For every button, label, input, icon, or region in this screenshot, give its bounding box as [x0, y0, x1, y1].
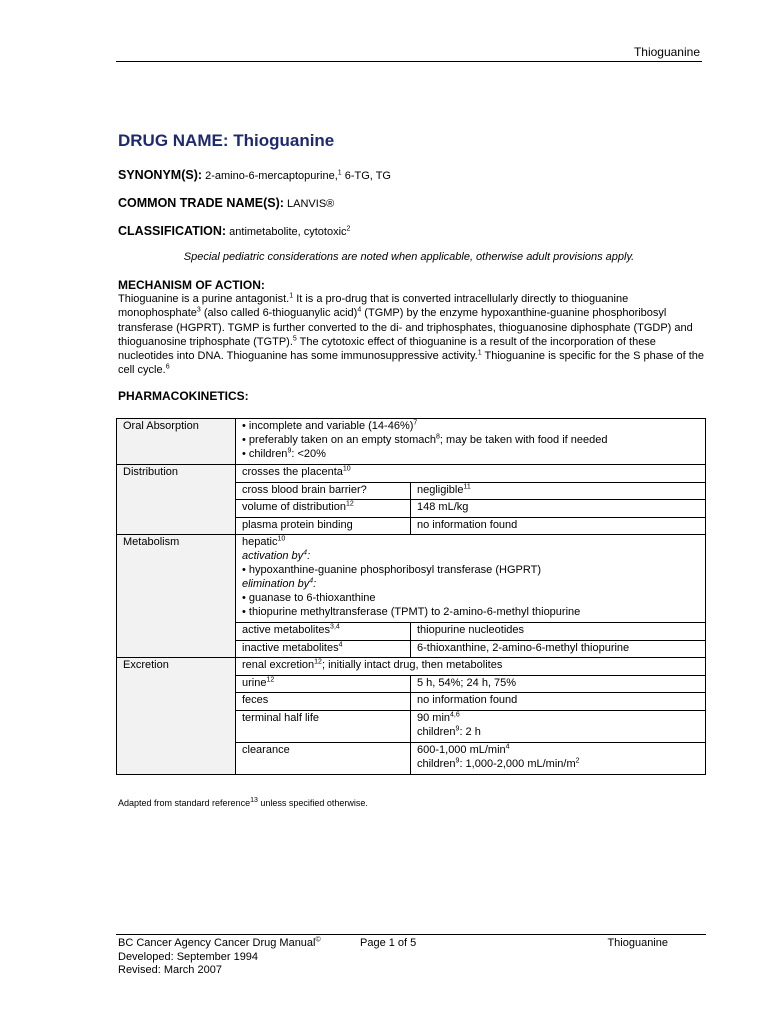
trade-name-field	[118, 196, 334, 210]
moa-paragraph	[118, 292, 708, 378]
list-item: • thiopurine methyltransferase (TPMT) to 2-amino-6-methyl thiopurine	[242, 606, 581, 618]
list-item	[242, 434, 699, 448]
list-text: :	[307, 550, 311, 562]
moa-text: It is a pro-drug that is converted intracellularly directly to thioguanine monophosphate	[118, 293, 629, 320]
list-text: • incomplete and variable (14-46%)	[242, 420, 414, 432]
list-item	[242, 550, 699, 564]
list-text: activation by	[242, 550, 304, 562]
row-label-distribution: Distribution	[117, 465, 236, 535]
cell-text: negligible	[417, 483, 464, 496]
footer-developed: Developed: September 1994	[118, 950, 259, 963]
pediatric-note: Special pediatric considerations are noted when applicable, otherwise adult provisions apply.	[183, 251, 635, 263]
cell-text: renal excretion	[242, 659, 315, 671]
footnote-ref: 12	[345, 500, 354, 508]
row-label-metabolism: Metabolism	[117, 535, 236, 658]
footnote-ref: 4	[505, 742, 510, 750]
footnote-ref: 4	[357, 306, 362, 314]
footer-drug-name: Thioguanine	[607, 937, 668, 949]
cell-text: ; initially intact drug, then metabolites	[321, 659, 503, 671]
cell-text: : 2 h	[459, 725, 481, 738]
synonyms-value-1: 2-amino-6-mercaptopurine,	[205, 170, 338, 182]
list-item: • hypoxanthine-guanine phosphoribosyl transferase (HGPRT)	[242, 564, 541, 576]
cell-label: clearance	[236, 742, 411, 774]
moa-text: Thioguanine is a purine antagonist.	[118, 293, 290, 305]
value-line	[417, 744, 699, 758]
row-label-excretion: Excretion	[117, 658, 236, 775]
list-text: : <20%	[291, 448, 326, 460]
cell-text: crosses the placenta	[242, 466, 343, 478]
footnote-ref: 9	[455, 724, 460, 732]
page-footer	[118, 937, 668, 978]
footnote-ref: 7	[413, 419, 418, 427]
table-row	[117, 419, 706, 465]
cell-value: no information found	[411, 693, 706, 711]
cell-text: 90 min	[417, 711, 451, 724]
list-item	[242, 578, 699, 592]
value-line	[417, 726, 699, 740]
footnote-ref: 1	[477, 349, 482, 357]
footnote-ref: 11	[463, 482, 471, 490]
trade-name-value: LANVIS®	[287, 198, 335, 210]
footnote-ref: 10	[342, 465, 351, 473]
cell-label	[236, 675, 411, 693]
footnote-ref: 3,4	[330, 623, 340, 631]
footer-page-number: Page 1 of 5	[360, 937, 417, 949]
footnote-ref: 12	[266, 675, 275, 683]
table-row	[117, 658, 706, 676]
cell-text: children	[417, 725, 456, 738]
moa-text: Thioguanine is specific for the S phase of the cell cycle.	[118, 350, 705, 377]
pharmacokinetics-heading: PHARMACOKINETICS:	[118, 389, 249, 403]
classification-label: CLASSIFICATION:	[118, 224, 227, 238]
cell-label	[236, 640, 411, 658]
footnote-ref: 8	[436, 433, 440, 441]
row-label-oral-absorption: Oral Absorption	[117, 419, 236, 465]
copyright-mark: ©	[315, 936, 321, 944]
cell-value: 5 h, 54%; 24 h, 75%	[411, 675, 706, 693]
footnote-ref: 4,6	[450, 710, 460, 718]
oral-absorption-cell	[236, 419, 706, 465]
synonyms-value-2: 6-TG, TG	[344, 170, 391, 182]
list-item	[242, 448, 699, 462]
cell-value	[411, 742, 706, 774]
cell-text: : 1,000-2,000 mL/min/m	[459, 757, 576, 770]
cell-value: no information found	[411, 517, 706, 535]
footnote-ref: 1	[337, 169, 342, 177]
cell-value: 148 mL/kg	[411, 500, 706, 518]
synonyms-label: SYNONYM(S):	[118, 168, 203, 182]
footnote-ref: 6	[165, 363, 170, 371]
list-text: elimination by	[242, 578, 310, 590]
footnote-ref: 12	[314, 658, 322, 666]
excretion-summary	[236, 658, 706, 676]
list-item	[242, 536, 699, 550]
cell-label: plasma protein binding	[236, 517, 411, 535]
metabolism-summary	[236, 535, 706, 623]
footnote-ref: 1	[289, 292, 294, 300]
cell-text: urine	[242, 676, 267, 689]
cell-label	[236, 500, 411, 518]
cell-value: 6-thioxanthine, 2-amino-6-methyl thiopurine	[411, 640, 706, 658]
trade-name-label: COMMON TRADE NAME(S):	[118, 196, 284, 210]
cell-text: active metabolites	[242, 624, 331, 636]
footnote-ref: 4	[309, 577, 314, 585]
footnote-ref: 4	[303, 549, 308, 557]
cell-text: inactive metabolites	[242, 641, 339, 654]
cell-text: children	[417, 757, 456, 770]
moa-text: The cytotoxic effect of thioguanine is a result of the incorporation of these nucleotides into DNA. Thioguanine has some immunosuppressive activity.	[118, 335, 656, 363]
footnote-ref: 9	[455, 756, 460, 764]
value-line	[417, 758, 699, 772]
list-item: • guanase to 6-thioxanthine	[242, 592, 376, 604]
cell-text: volume of distribution	[242, 501, 346, 513]
footnote-ref: 4	[338, 640, 343, 648]
footnote-ref: 10	[277, 535, 286, 543]
list-text: hepatic	[242, 536, 278, 548]
table-source-note	[118, 798, 368, 808]
footer-text: BC Cancer Agency Cancer Drug Manual	[118, 937, 316, 949]
header-rule	[116, 61, 702, 62]
moa-text: (TGMP) by the enzyme hypoxanthine-guanine phosphoribosyl transferase (HGPRT). TGMP is further converted to the di- and triphosphates, thioguanosine diphosphate (TGDP) and thioguanosine triphosphate (TGTP).	[118, 307, 693, 348]
running-header: Thioguanine	[633, 45, 700, 59]
cell-value	[411, 710, 706, 742]
synonyms-field	[118, 168, 391, 182]
footnote-ref: 9	[287, 447, 292, 455]
drug-title: DRUG NAME: Thioguanine	[118, 131, 335, 150]
classification-field	[118, 224, 350, 238]
moa-heading: MECHANISM OF ACTION:	[118, 278, 265, 292]
cell-label: terminal half life	[236, 710, 411, 742]
list-item	[242, 420, 699, 434]
list-text: ; may be taken with food if needed	[439, 434, 608, 446]
moa-text: (also called 6-thioguanylic acid)	[200, 307, 358, 320]
cell-value: thiopurine nucleotides	[411, 623, 706, 641]
cell-text: 600-1,000 mL/min	[417, 743, 506, 756]
cell-label	[236, 623, 411, 641]
cell-value	[411, 482, 706, 500]
footnote-ref: 2	[346, 225, 351, 233]
table-row	[117, 465, 706, 483]
footnote-ref: 5	[292, 335, 297, 343]
table-row	[117, 535, 706, 623]
value-line	[417, 712, 699, 726]
pharmacokinetics-table	[116, 418, 706, 775]
list-text: • preferably taken on an empty stomach	[242, 434, 437, 446]
footnote-ref: 13	[250, 797, 258, 804]
footer-rule	[116, 934, 706, 935]
distribution-summary	[236, 465, 706, 483]
classification-value: antimetabolite, cytotoxic	[229, 226, 347, 238]
cell-label: feces	[236, 693, 411, 711]
list-text: • children	[242, 448, 288, 460]
footnote-ref: 3	[196, 306, 201, 314]
note-text: Adapted from standard reference	[118, 798, 251, 808]
list-text: :	[313, 578, 317, 590]
note-text: unless specified otherwise.	[257, 798, 368, 808]
cell-label: cross blood brain barrier?	[236, 482, 411, 500]
unit-exponent: 2	[575, 756, 580, 764]
footer-revised: Revised: March 2007	[118, 964, 222, 976]
